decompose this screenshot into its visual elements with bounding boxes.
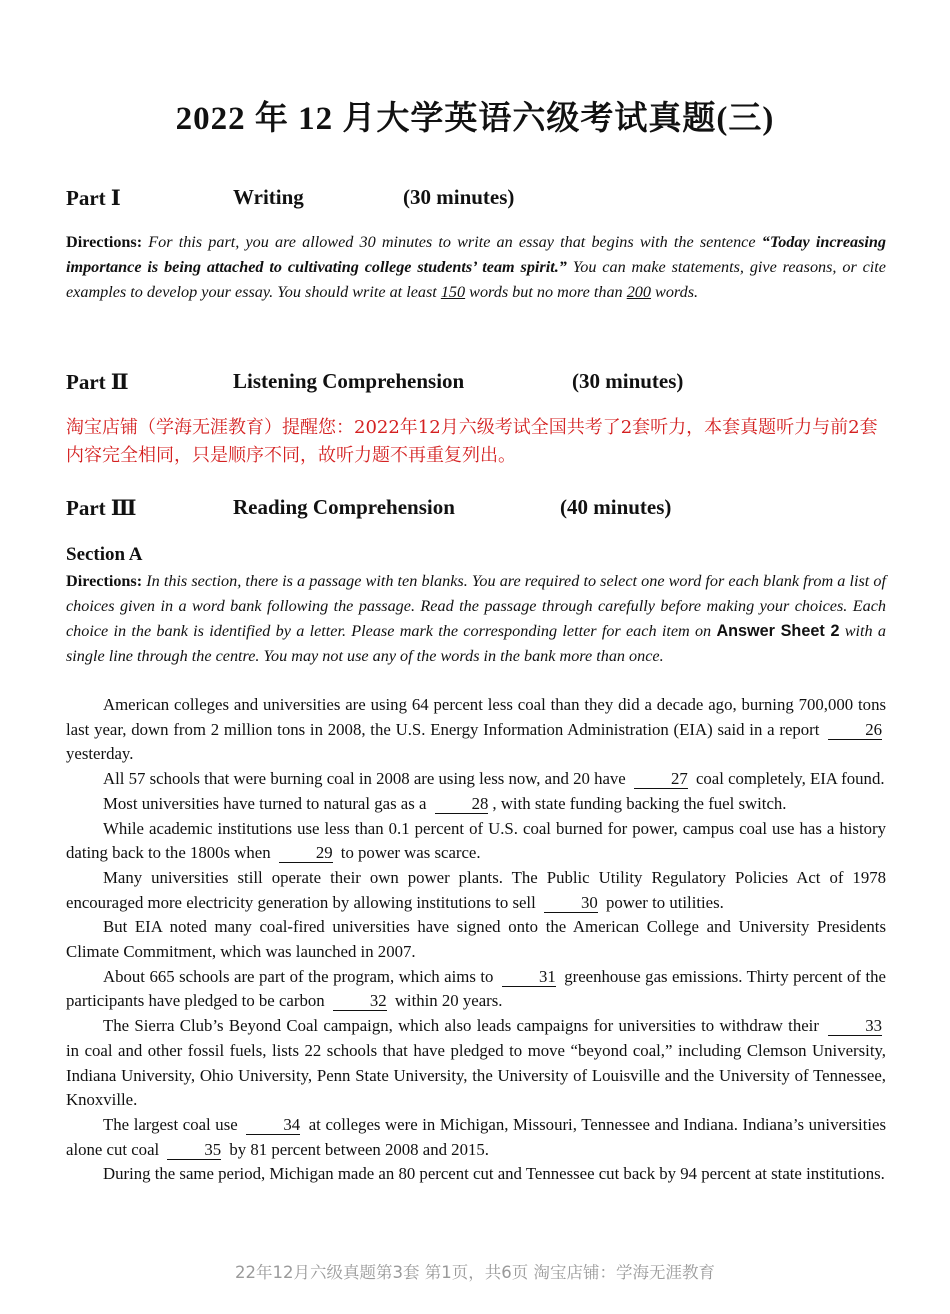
directions-text: words.	[650, 283, 699, 301]
blank-26: 26	[828, 721, 882, 740]
writing-directions	[66, 230, 886, 305]
paragraph	[66, 1014, 886, 1113]
page-title: 2022 年 12 月大学英语六级考试真题(三)	[175, 101, 775, 137]
part-1-time: (30 minutes)	[403, 185, 515, 209]
part-1-name: Writing	[233, 185, 304, 209]
paragraph	[66, 866, 886, 915]
directions-text: You can make statements, give reasons, or cite examples to develop your essay. You should write at least	[66, 258, 886, 301]
passage-text: greenhouse gas emissions. Thirty percent of the participants have pledged to be carbon	[66, 966, 886, 1011]
paragraph: During the same period, Michigan made an 80 percent cut and Tennessee cut back by 94 percent at state institutions.	[103, 1164, 885, 1184]
section-a-heading: Section A	[66, 544, 143, 565]
paragraph	[66, 965, 886, 1014]
section-a-directions	[66, 569, 886, 669]
blank-34: 34	[246, 1116, 300, 1135]
passage-text: coal completely, EIA found.	[695, 769, 885, 789]
blank-29: 29	[279, 844, 333, 863]
directions-text: For this part, you are allowed 30 minutes to write an essay that begins with the sentence	[142, 233, 762, 251]
min-words: 150	[440, 283, 466, 301]
paragraph: But EIA noted many coal-fired universities have signed onto the American College and University Presidents Climate Commitment, which was launched in 2007.	[66, 917, 886, 962]
page-footer: 22年12月六级真题第3套 第1页，共6页 淘宝店铺：学海无涯教育	[235, 1263, 715, 1282]
directions-label: Directions:	[66, 233, 143, 251]
blank-30: 30	[544, 894, 598, 913]
passage-text: at colleges were in Michigan, Missouri, Tennessee and Indiana. Indiana’s universities alone cut coal	[66, 1114, 887, 1159]
passage-text: American colleges and universities are using 64 percent less coal than they did a decade ago, burning 700,000 tons last year, down from 2 million tons in 2008, the U.S. Energy Information Administration (EIA) said in a report	[66, 695, 886, 739]
passage-text: While academic institutions use less than 0.1 percent of U.S. coal burned for power, campus coal use has a history dating back to the 1800s when	[66, 818, 886, 863]
paragraph	[66, 693, 886, 767]
listening-notice: 淘宝店铺（学海无涯教育）提醒您：2022年12月六级考试全国共考了2套听力，本套真题听力与前2套内容完全相同，只是顺序不同，故听力题不再重复列出。	[66, 417, 878, 466]
answer-sheet-label: Answer Sheet 2	[716, 622, 840, 640]
passage-text: to power was scarce.	[340, 843, 481, 863]
part-1-label: Part Ⅰ	[66, 186, 121, 210]
directions-text: with a single line through the centre. You may not use any of the words in the bank more than once.	[66, 622, 886, 665]
passage-text: yesterday.	[66, 744, 134, 764]
passage-text: in coal and other fossil fuels, lists 22 schools that have pledged to move “beyond coal,” including Clemson University, Indiana University, Ohio University, Penn State University, the University of Louisville and the University of Tennessee, Knoxville.	[66, 1040, 886, 1110]
paragraph	[66, 817, 886, 866]
directions-text: In this section, there is a passage with ten blanks. You are required to select one word for each blank from a list of choices given in a word bank following the passage. Read the passage through carefully before making your choices. Each choice in the bank is identified by a letter. Please mark the corresponding letter for each item on	[66, 572, 886, 640]
blank-27: 27	[634, 770, 688, 789]
blank-31: 31	[502, 968, 556, 987]
paragraph	[66, 792, 886, 817]
blank-35: 35	[167, 1141, 221, 1160]
passage-text: All 57 schools that were burning coal in 2008 are using less now, and 20 have	[103, 769, 626, 789]
essay-prompt: “Today increasing importance is being attached to cultivating college students’ team spirit.”	[66, 233, 886, 276]
passage-text: within 20 years.	[394, 991, 503, 1011]
part-2-label: Part Ⅱ	[66, 370, 129, 394]
part-3-time: (40 minutes)	[560, 495, 672, 519]
directions-label: Directions:	[66, 572, 143, 590]
blank-28: 28	[435, 795, 489, 814]
reading-passage	[66, 693, 886, 1187]
passage-text: Most universities have turned to natural gas as a	[103, 793, 427, 813]
paragraph	[66, 1113, 886, 1162]
part-3-label: Part Ⅲ	[66, 496, 137, 520]
part-3-name: Reading Comprehension	[233, 495, 455, 519]
part-2-name: Listening Comprehension	[233, 369, 465, 393]
max-words: 200	[626, 283, 651, 301]
part-2-time: (30 minutes)	[572, 369, 684, 393]
blank-32: 32	[333, 992, 387, 1011]
blank-33: 33	[828, 1017, 882, 1036]
passage-text: power to utilities.	[605, 892, 724, 912]
passage-text: , with state funding backing the fuel switch.	[492, 793, 787, 813]
passage-text: About 665 schools are part of the program, which aims to	[103, 966, 494, 986]
passage-text: Many universities still operate their own power plants. The Public Utility Regulatory Policies Act of 1978 encouraged more electricity generation by allowing institutions to sell	[66, 867, 886, 912]
paragraph	[66, 767, 886, 792]
passage-text: The largest coal use	[103, 1114, 238, 1134]
passage-text: by 81 percent between 2008 and 2015.	[229, 1139, 489, 1159]
directions-text: words but no more than	[465, 283, 627, 301]
passage-text: The Sierra Club’s Beyond Coal campaign, which also leads campaigns for universities to withdraw their	[103, 1016, 819, 1036]
